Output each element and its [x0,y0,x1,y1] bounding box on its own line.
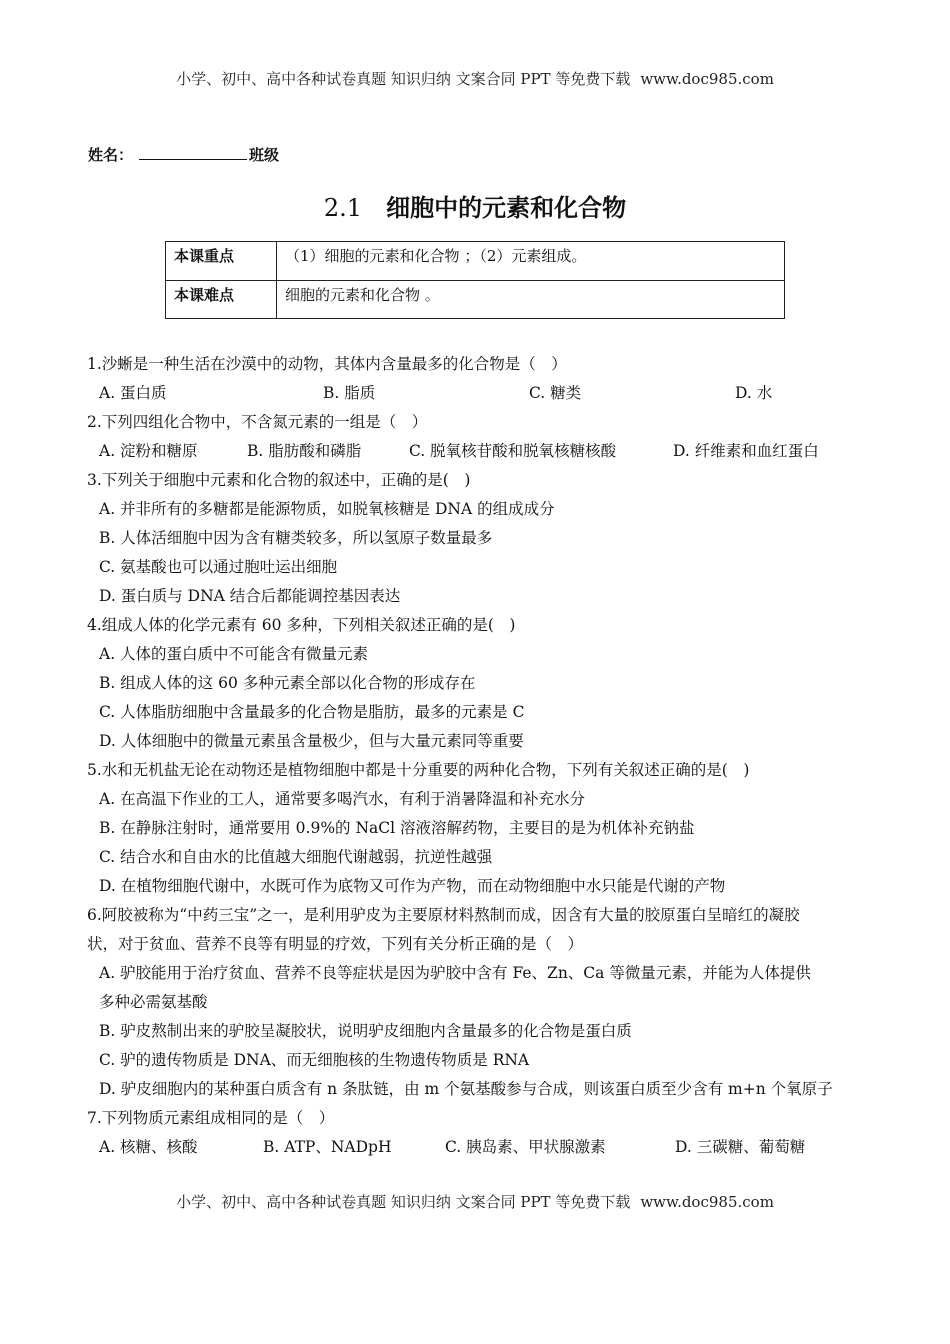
question-6-stem-line: 状，对于贫血、营养不良等有明显的疗效，下列有关分析正确的是（ ） [87,935,584,953]
footer-url[interactable]: www.doc985.com [640,1193,774,1211]
option-b[interactable]: B. 脂肪酸和磷脂 [247,442,362,460]
question-3-stem: 3.下列关于细胞中元素和化合物的叙述中，正确的是( ) [87,471,471,489]
option-d[interactable]: D. 在植物细胞代谢中，水既可作为底物又可作为产物，而在动物细胞中水只能是代谢的产物 [99,877,726,895]
table-row [166,281,785,319]
question-1-stem: 1.沙蜥是一种生活在沙漠中的动物，其体内含量最多的化合物是（ ） [87,355,567,373]
difficulty-value: 细胞的元素和化合物 。 [277,281,785,319]
question-2-options [87,439,877,468]
option-d[interactable]: D. 三碳糖、葡萄糖 [675,1138,806,1156]
question-7-options [87,1135,877,1164]
option-a-continued[interactable]: 多种必需氨基酸 [99,993,208,1011]
key-focus-value: （1）细胞的元素和化合物 ；（2）元素组成。 [277,242,785,281]
option-d[interactable]: D. 纤维素和血红蛋白 [673,442,819,460]
option-b[interactable]: B. 组成人体的这 60 多种元素全部以化合物的形成存在 [99,674,476,692]
question-5-stem: 5.水和无机盐无论在动物还是植物细胞中都是十分重要的两种化合物，下列有关叙述正确的是( ) [87,761,750,779]
option-b[interactable]: B. 驴皮熬制出来的驴胶呈凝胶状，说明驴皮细胞内含量最多的化合物是蛋白质 [99,1022,632,1040]
option-b[interactable]: B. 脂质 [323,384,376,402]
option-d[interactable]: D. 蛋白质与 DNA 结合后都能调控基因表达 [99,587,401,605]
option-c[interactable]: C. 糖类 [529,384,582,402]
option-c[interactable]: C. 驴的遗传物质是 DNA、而无细胞核的生物遗传物质是 RNA [99,1051,530,1069]
option-a[interactable]: A. 核糖、核酸 [99,1138,198,1156]
question-2-stem: 2.下列四组化合物中，不含氮元素的一组是（ ） [87,413,428,431]
option-c[interactable]: C. 结合水和自由水的比值越大细胞代谢越弱，抗逆性越强 [99,848,493,866]
footer-text: 小学、初中、高中各种试卷真题 知识归纳 文案合同 PPT 等免费下载 [176,1193,631,1211]
option-b[interactable]: B. ATP、NADpH [263,1138,392,1156]
question-4-stem: 4.组成人体的化学元素有 60 多种，下列相关叙述正确的是( ) [87,616,516,634]
option-a[interactable]: A. 蛋白质 [99,384,167,402]
question-7-stem: 7.下列物质元素组成相同的是（ ） [87,1109,335,1127]
page-header [0,68,950,89]
option-c[interactable]: C. 人体脂肪细胞中含量最多的化合物是脂肪，最多的元素是 C [99,703,525,721]
lesson-info-table [165,241,785,319]
student-info [88,144,279,165]
difficulty-label: 本课难点 [166,281,277,319]
key-focus-label: 本课重点 [166,242,277,281]
option-a[interactable]: A. 驴胶能用于治疗贫血、营养不良等症状是因为驴胶中含有 Fe、Zn、Ca 等微量元素，并能为人体提供 [99,964,811,982]
option-b[interactable]: B. 在静脉注射时，通常要用 0.9%的 NaCl 溶液溶解药物，主要目的是为机体补充钠盐 [99,819,695,837]
option-a[interactable]: A. 在高温下作业的工人，通常要多喝汽水，有利于消暑降温和补充水分 [99,790,586,808]
option-a[interactable]: A. 人体的蛋白质中不可能含有微量元素 [99,645,369,663]
name-blank[interactable] [139,145,247,160]
option-c[interactable]: C. 脱氧核苷酸和脱氧核糖核酸 [409,442,617,460]
class-label: 班级 [249,146,280,164]
title-number: 2.1 [323,194,363,222]
header-text: 小学、初中、高中各种试卷真题 知识归纳 文案合同 PPT 等免费下载 [176,70,631,88]
name-label: 姓名： [88,146,134,164]
option-c[interactable]: C. 胰岛素、甲状腺激素 [445,1138,606,1156]
question-1-options [87,381,877,410]
table-row [166,242,785,281]
question-6-stem-line: 6.阿胶被称为“中药三宝”之一，是利用驴皮为主要原材料熬制而成，因含有大量的胶原蛋白呈暗红的凝胶 [87,906,800,924]
header-url[interactable]: www.doc985.com [640,70,774,88]
option-b[interactable]: B. 人体活细胞中因为含有糖类较多，所以氢原子数量最多 [99,529,493,547]
option-a[interactable]: A. 淀粉和糖原 [99,442,198,460]
option-a[interactable]: A. 并非所有的多糖都是能源物质，如脱氧核糖是 DNA 的组成成分 [99,500,555,518]
option-c[interactable]: C. 氨基酸也可以通过胞吐运出细胞 [99,558,338,576]
option-d[interactable]: D. 水 [735,384,773,402]
title-text: 细胞中的元素和化合物 [386,194,627,222]
page-title [0,188,950,223]
question-list [87,352,877,1164]
page-footer [0,1191,950,1212]
option-d[interactable]: D. 驴皮细胞内的某种蛋白质含有 n 条肽链，由 m 个氨基酸参与合成，则该蛋白质至少含有 m+n 个氧原子 [99,1080,833,1098]
option-d[interactable]: D. 人体细胞中的微量元素虽含量极少，但与大量元素同等重要 [99,732,524,750]
